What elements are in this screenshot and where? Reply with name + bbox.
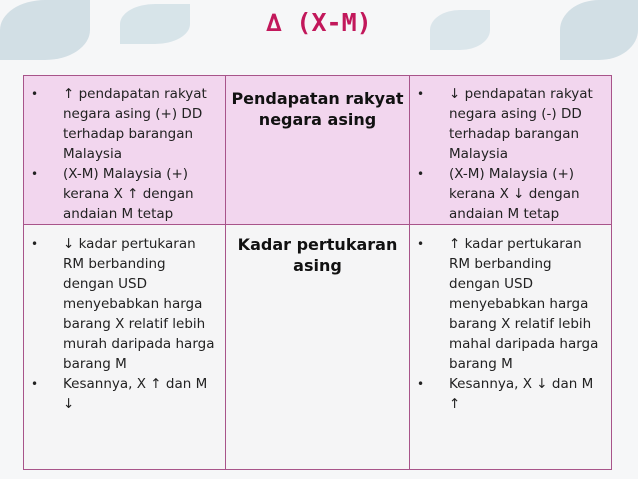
row2-right-cell xyxy=(410,225,612,470)
list-item: • (X-M) Malaysia (+) kerana X ↑ dengan andaian M tetap xyxy=(31,166,194,222)
row1-left-cell xyxy=(24,76,226,225)
bullet-icon: • xyxy=(417,377,425,391)
list-item: • Kesannya, X ↓ dan M ↑ xyxy=(417,376,594,412)
bullet-icon: • xyxy=(417,167,425,181)
table-row xyxy=(24,76,612,225)
list-item: • ↓ pendapatan rakyat negara asing (-) DD terhadap barangan Malaysia xyxy=(417,86,593,162)
bullet-icon: • xyxy=(31,167,39,181)
row2-left-cell xyxy=(24,225,226,470)
row2-factor-cell xyxy=(226,225,410,470)
slide-title: ∆ (X-M) xyxy=(266,8,372,37)
row1-right-cell xyxy=(410,76,612,225)
bullet-icon: • xyxy=(417,237,425,251)
comparison-table xyxy=(23,75,612,470)
list-item: • (X-M) Malaysia (+) kerana X ↓ dengan andaian M tetap xyxy=(417,166,580,222)
list-item: • ↑ kadar pertukaran RM berbanding dengan USD menyebabkan harga barang X relatif lebih mahal daripada harga barang M xyxy=(417,236,599,372)
bullet-icon: • xyxy=(31,237,39,251)
bullet-icon: • xyxy=(417,87,425,101)
row1-factor-cell xyxy=(226,76,410,225)
bullet-icon: • xyxy=(31,377,39,391)
factor-label: Kadar pertukaran asing xyxy=(237,235,398,275)
list-item: • ↑ pendapatan rakyat negara asing (+) DD terhadap barangan Malaysia xyxy=(31,86,207,162)
bullet-icon: • xyxy=(31,87,39,101)
factor-label: Pendapatan rakyat negara asing xyxy=(231,89,404,129)
table-row xyxy=(24,225,612,470)
list-item: • ↓ kadar pertukaran RM berbanding dengan USD menyebabkan harga barang X relatif lebih murah daripada harga barang M xyxy=(31,236,215,372)
list-item: • Kesannya, X ↑ dan M ↓ xyxy=(31,376,208,412)
